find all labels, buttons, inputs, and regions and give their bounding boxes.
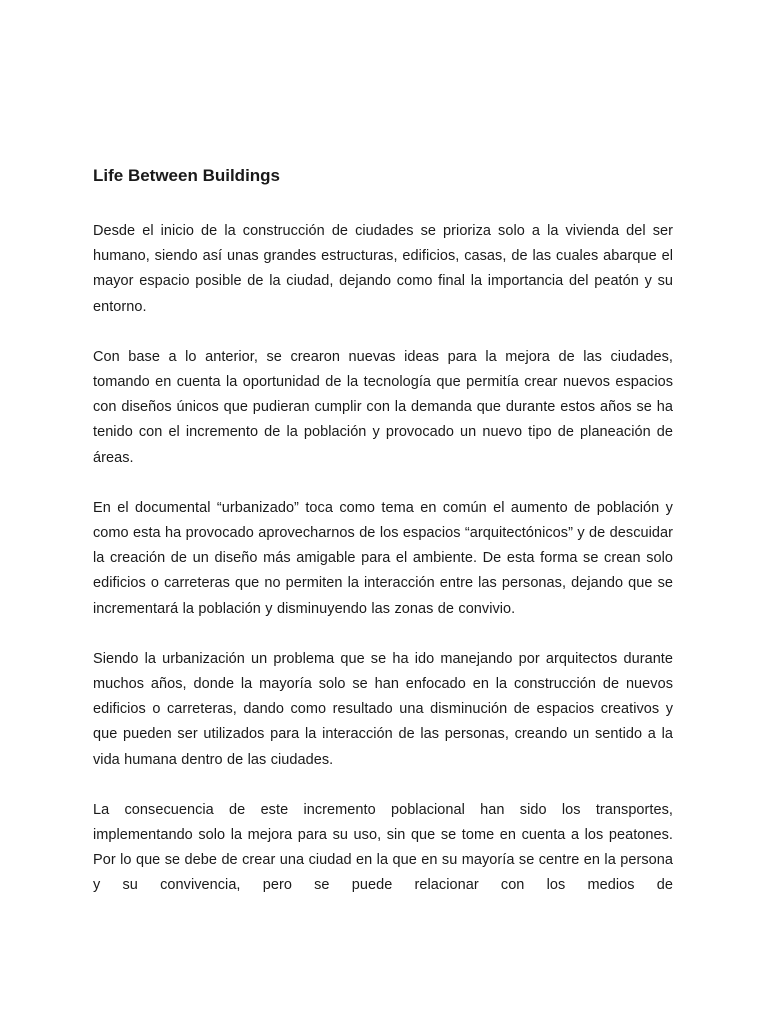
paragraph-2: Con base a lo anterior, se crearon nuevas ideas para la mejora de las ciudades, tomando en cuenta la oportunidad de la tecnología que permitía crear nuevos espacios con diseños únicos que pudieran cumplir con la demanda que durante estos años se ha tenido con el incremento de la población y provocado un nuevo tipo de planeación de áreas. (93, 348, 673, 466)
paragraph-1: Desde el inicio de la construcción de ciudades se prioriza solo a la vivienda del ser humano, siendo así unas grandes estructuras, edificios, casas, de las cuales abarque el mayor espacio posible de la ciudad, dejando como final la importancia del peatón y su entorno. (93, 223, 673, 315)
document-title: Life Between Buildings (93, 166, 281, 185)
document-body (93, 164, 673, 924)
paragraph-3: En el documental “urbanizado” toca como tema en común el aumento de población y como esta ha provocado aprovecharnos de los espacios “arquitectónicos” y de descuidar la creación de un diseño más amigable para el ambiente. De esta forma se crean solo edificios o carreteras que no permiten la interacción entre las personas, dejando que se incrementará la población y disminuyendo las zonas de convivio. (93, 499, 673, 617)
paragraph-4: Siendo la urbanización un problema que se ha ido manejando por arquitectos durante muchos años, donde la mayoría solo se han enfocado en la construcción de nuevos edificios o carreteras, dando como resultado una disminución de espacios creativos y que pueden ser utilizados para la interacción de las personas, creando un sentido a la vida humana dentro de las ciudades. (93, 650, 673, 768)
paragraph-5: La consecuencia de este incremento poblacional han sido los transportes, implementando solo la mejora para su uso, sin que se tome en cuenta a los peatones. Por lo que se debe de crear una ciudad en la que en su mayoría se centre en la persona y su convivencia, pero se puede relacionar con los medios de (93, 801, 673, 894)
